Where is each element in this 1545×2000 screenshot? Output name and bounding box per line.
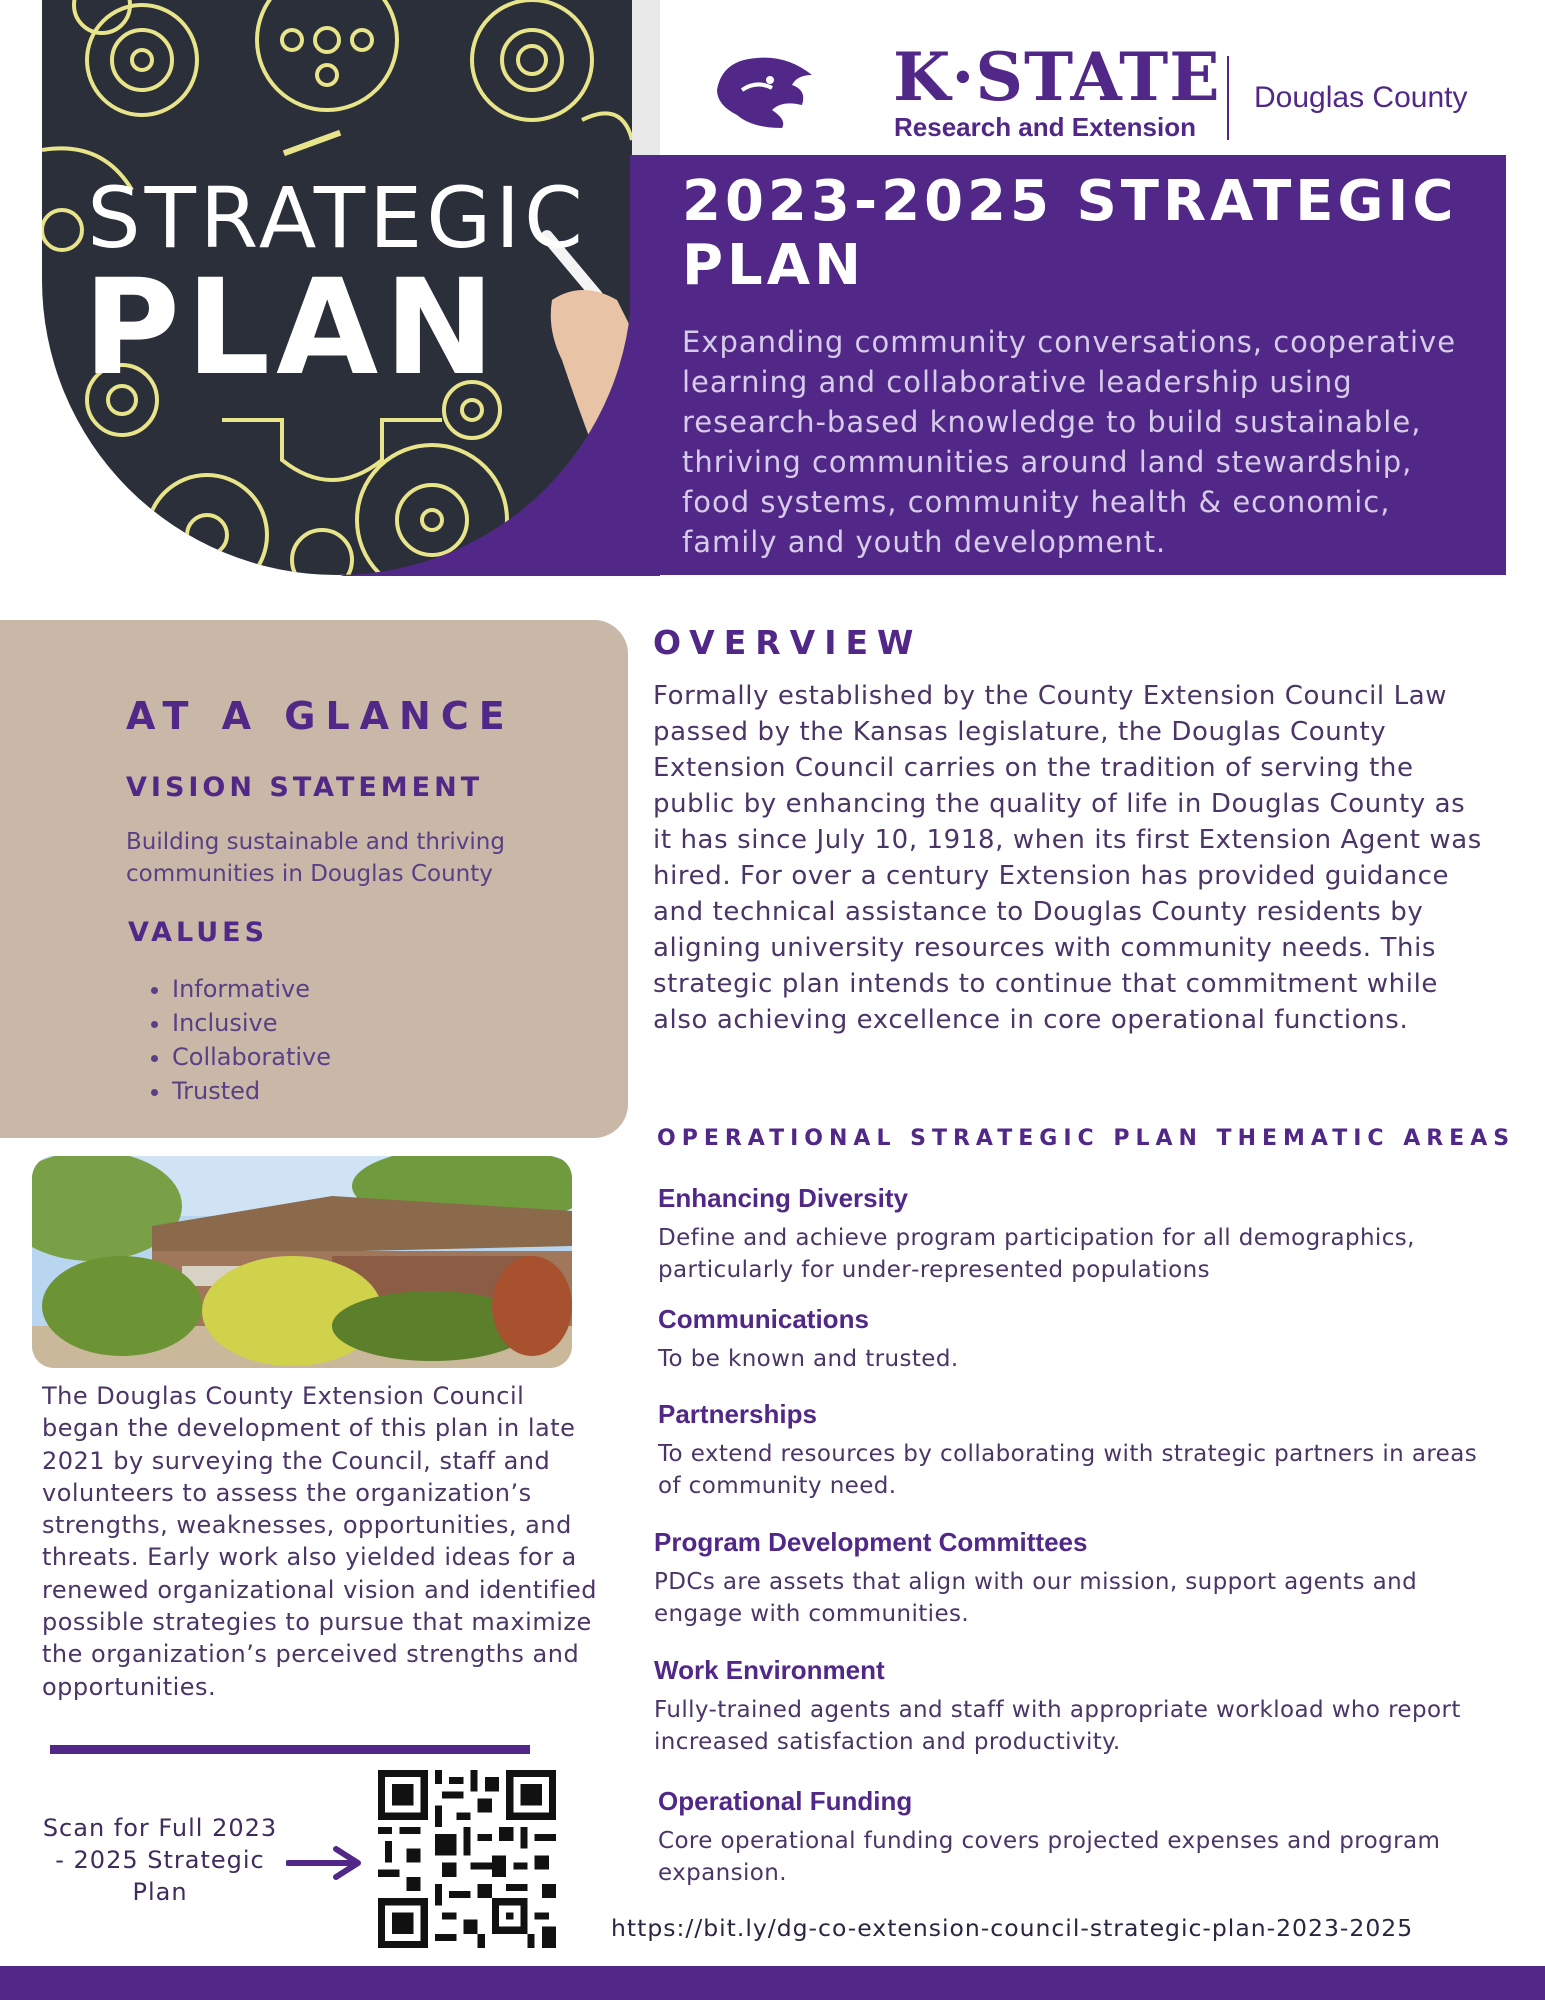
divider bbox=[50, 1745, 530, 1754]
theme-title-operational-funding: Operational Funding bbox=[658, 1786, 913, 1816]
list-item: • Trusted bbox=[172, 1074, 331, 1108]
values-title: VALUES bbox=[128, 917, 269, 948]
vision-statement-title: VISION STATEMENT bbox=[126, 772, 484, 803]
overview-text: Formally established by the County Extension Council Law passed by the Kansas legislature, the Douglas County Extension Council carries on the tradition of serving the public by enhancing the quality of life in Douglas County as it has since July 10, 1918, when its first Extension Agent was hired. For over a century Extension has provided guidance and technical assistance to Douglas County residents by aligning university resources with community needs. This strategic plan intends to continue that commitment while also achieving excellence in core operational functions. bbox=[653, 681, 1482, 1035]
theme-text-work-environment: Fully-trained agents and staff with appropriate workload who report increased satisfaction and productivity. bbox=[654, 1697, 1461, 1755]
theme-title-communications: Communications bbox=[658, 1304, 869, 1334]
wildcat-logo-icon bbox=[712, 50, 816, 130]
list-item: • Inclusive bbox=[172, 1006, 331, 1040]
theme-title-partnerships: Partnerships bbox=[658, 1399, 817, 1429]
footer-bar bbox=[0, 1966, 1545, 2000]
plan-development-paragraph: The Douglas County Extension Council began the development of this plan in late 2021 by surveying the Council, staff and volunteers to assess the organization’s strengths, weaknesses, opportunities, and threats. Early work also yielded ideas for a renewed organizational vision and identified possible strategies to pursue that maximize the organization’s perceived strengths and opportunities. bbox=[42, 1382, 597, 1701]
hero-title-strategic: STRATEGIC bbox=[87, 169, 587, 267]
banner-description: Expanding community conversations, cooperative learning and collaborative leadership using research-based knowledge to build sustainable, thriving communities around land stewardship, food systems, community health & economic, family and youth development. bbox=[682, 325, 1457, 559]
banner-title: 2023-2025 STRATEGIC PLAN bbox=[682, 169, 1458, 298]
qr-code-icon[interactable] bbox=[378, 1770, 556, 1948]
right-arrow-icon bbox=[286, 1846, 366, 1880]
thematic-areas-title: OPERATIONAL STRATEGIC PLAN THEMATIC AREAS bbox=[657, 1126, 1516, 1151]
list-item: • Collaborative bbox=[172, 1040, 331, 1074]
values-list bbox=[136, 972, 331, 1108]
theme-text-enhancing-diversity: Define and achieve program participation for all demographics, particularly for under‑represented populations bbox=[658, 1225, 1415, 1283]
overview-title: OVERVIEW bbox=[653, 623, 923, 662]
scan-prompt: Scan for Full 2023 - 2025 Strategic Plan bbox=[42, 1814, 278, 1906]
kstate-wordmark: K·STATE bbox=[893, 38, 1221, 116]
list-item: • Informative bbox=[172, 972, 331, 1006]
theme-title-enhancing-diversity: Enhancing Diversity bbox=[658, 1183, 908, 1213]
kstate-subtitle: Research and Extension bbox=[894, 112, 1196, 142]
theme-text-operational-funding: Core operational funding covers projected expenses and program expansion. bbox=[658, 1828, 1441, 1886]
theme-text-communications: To be known and trusted. bbox=[658, 1346, 959, 1372]
theme-text-program-development-committees: PDCs are assets that align with our mission, support agents and engage with communities. bbox=[654, 1569, 1418, 1627]
theme-title-program-development-committees: Program Development Committees bbox=[654, 1527, 1088, 1557]
logo-county: Douglas County bbox=[1254, 81, 1468, 114]
building-photo bbox=[32, 1156, 572, 1368]
logo-divider bbox=[1227, 56, 1229, 140]
hero-image bbox=[42, 0, 632, 575]
hero-title-plan: PLAN bbox=[83, 251, 501, 405]
at-a-glance-title: AT A GLANCE bbox=[126, 694, 515, 738]
plan-url-link[interactable]: https://bit.ly/dg-co-extension-council-strategic-plan-2023-2025 bbox=[611, 1914, 1414, 1942]
theme-text-partnerships: To extend resources by collaborating with strategic partners in areas of community need. bbox=[658, 1441, 1478, 1499]
vision-statement-text: Building sustainable and thriving communities in Douglas County bbox=[126, 829, 505, 887]
theme-title-work-environment: Work Environment bbox=[654, 1655, 885, 1685]
